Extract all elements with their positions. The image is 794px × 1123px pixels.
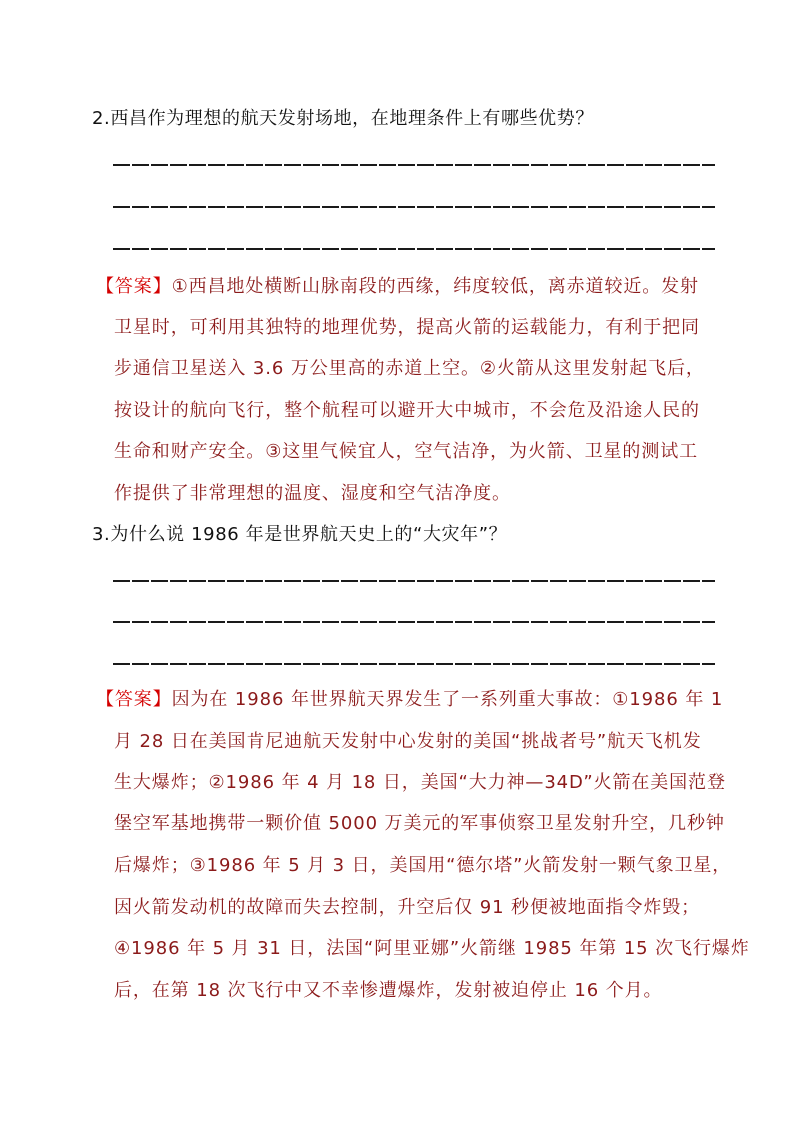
answer-line: 按设计的航向飞行，整个航程可以避开大中城市，不会危及沿途人民的 <box>114 400 700 421</box>
question-3-text: 3.为什么说 1986 年是世界航天史上的“大灾年”？ <box>92 524 508 545</box>
answer-blank-line[interactable] <box>113 206 715 208</box>
answer-blank-line[interactable] <box>113 164 715 166</box>
answer-line: 作提供了非常理想的温度、湿度和空气洁净度。 <box>114 483 511 504</box>
answer-line: 后，在第 18 次飞行中又不幸惨遭爆炸，发射被迫停止 16 个月。 <box>114 980 663 1001</box>
answer-tag: 【答案】 <box>96 276 172 297</box>
answer-line <box>96 272 699 298</box>
answer-line: 堡空军基地携带一颗价值 5000 万美元的军事侦察卫星发射升空，几秒钟 <box>114 813 725 834</box>
answer-text: ①西昌地处横断山脉南段的西缘，纬度较低，离赤道较近。发射 <box>171 276 699 297</box>
question-2-text: 2.西昌作为理想的航天发射场地，在地理条件上有哪些优势？ <box>92 108 594 129</box>
answer-line <box>96 685 723 711</box>
answer-line: 生大爆炸；②1986 年 4 月 18 日，美国“大力神—34D”火箭在美国范登 <box>114 772 726 793</box>
answer-line: 步通信卫星送入 3.6 万公里高的赤道上空。②火箭从这里发射起飞后， <box>114 358 705 379</box>
answer-line: ④1986 年 5 月 31 日，法国“阿里亚娜”火箭继 1985 年第 15 次飞行爆炸 <box>114 938 750 959</box>
answer-tag: 【答案】 <box>96 689 172 710</box>
answer-line: 生命和财产安全。③这里气候宜人，空气洁净，为火箭、卫星的测试工 <box>114 441 699 462</box>
answer-text: 因为在 1986 年世界航天界发生了一系列重大事故：①1986 年 1 <box>171 689 724 710</box>
answer-line: 因火箭发动机的故障而失去控制，升空后仅 91 秒便被地面指令炸毁； <box>114 897 701 918</box>
answer-blank-line[interactable] <box>113 663 715 665</box>
answer-line: 卫星时，可利用其独特的地理优势，提高火箭的运载能力，有利于把同 <box>114 317 700 338</box>
answer-blank-line[interactable] <box>113 580 715 582</box>
answer-line: 后爆炸；③1986 年 5 月 3 日，美国用“德尔塔”火箭发射一颗气象卫星， <box>114 855 732 876</box>
answer-blank-line[interactable] <box>113 248 715 250</box>
answer-line: 月 28 日在美国肯尼迪航天发射中心发射的美国“挑战者号”航天飞机发 <box>114 731 702 752</box>
answer-blank-line[interactable] <box>113 621 715 623</box>
